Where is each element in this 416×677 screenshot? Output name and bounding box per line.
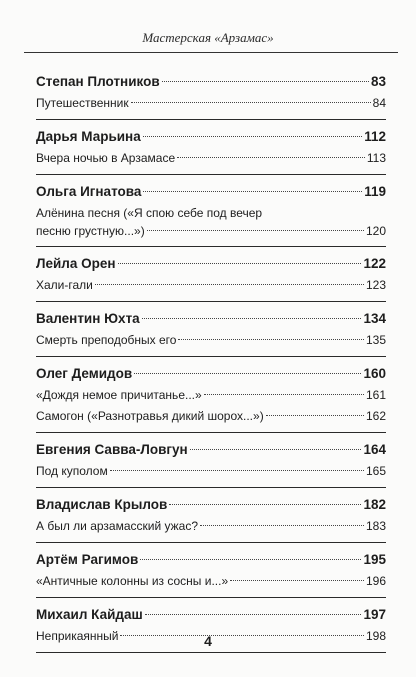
dot-leader: [147, 230, 364, 231]
divider: [36, 652, 386, 653]
work-title: Неприкаянный: [36, 629, 119, 643]
page-ref: 161: [365, 388, 386, 402]
work-title: «Античные колонны из сосны и...»: [36, 574, 229, 588]
work-title: Под куполом: [36, 464, 108, 478]
work-line[interactable]: [36, 148, 386, 169]
divider: [36, 174, 386, 175]
page-ref: 162: [365, 409, 386, 423]
dot-leader: [178, 339, 364, 340]
running-header: Мастерская «Арзамас»: [142, 30, 274, 45]
page-ref: 83: [370, 74, 386, 89]
page-ref: 122: [363, 256, 386, 271]
work-line[interactable]: [36, 461, 386, 482]
page-ref: 123: [365, 278, 386, 292]
work-line[interactable]: [36, 516, 386, 537]
work-line[interactable]: [36, 571, 386, 592]
author-name: Артём Рагимов: [36, 552, 139, 567]
page-ref: 120: [365, 224, 386, 238]
dot-leader: [118, 263, 362, 264]
dot-leader: [266, 415, 364, 416]
page-ref: 198: [365, 629, 386, 643]
divider: [36, 246, 386, 247]
page-ref: 183: [365, 519, 386, 533]
page-ref: 197: [363, 607, 386, 622]
author-line[interactable]: [36, 439, 386, 461]
dot-leader: [162, 81, 369, 82]
author-name: Дарья Марьина: [36, 129, 141, 144]
author-line[interactable]: [36, 71, 386, 93]
divider: [36, 432, 386, 433]
dot-leader: [143, 136, 362, 137]
author-name: Олег Демидов: [36, 366, 133, 381]
work-line[interactable]: [36, 275, 386, 296]
author-line[interactable]: [36, 308, 386, 330]
dot-leader: [200, 525, 364, 526]
author-name: Валентин Юхта: [36, 311, 140, 326]
author-name: Лейла Орен: [36, 256, 116, 271]
author-name: Владислав Крылов: [36, 497, 168, 512]
dot-leader: [140, 559, 361, 560]
toc-entry: [36, 253, 386, 296]
work-line[interactable]: [36, 205, 386, 241]
page-ref: 195: [363, 552, 386, 567]
dot-leader: [131, 102, 371, 103]
author-name: Ольга Игнатова: [36, 184, 142, 199]
table-of-contents: [36, 71, 386, 659]
author-line[interactable]: [36, 604, 386, 626]
page-ref: 112: [364, 129, 386, 144]
dot-leader: [177, 157, 365, 158]
author-line[interactable]: [36, 126, 386, 148]
page-ref: 135: [365, 333, 386, 347]
page-ref: 119: [364, 184, 386, 199]
author-name: Степан Плотников: [36, 74, 160, 89]
dot-leader: [110, 470, 364, 471]
toc-entry: [36, 494, 386, 537]
dot-leader: [134, 373, 361, 374]
work-title: А был ли арзамасский ужас?: [36, 519, 199, 533]
page-ref: 113: [366, 151, 386, 165]
dot-leader: [190, 449, 362, 450]
divider: [36, 356, 386, 357]
dot-leader: [142, 318, 362, 319]
work-title: Вчера ночью в Арзамасе: [36, 151, 176, 165]
work-line[interactable]: [36, 385, 386, 406]
page-ref: 196: [365, 574, 386, 588]
divider: [36, 597, 386, 598]
author-line[interactable]: [36, 181, 386, 203]
dot-leader: [204, 394, 364, 395]
toc-entry: [36, 549, 386, 592]
page-ref: 160: [363, 366, 386, 381]
page-ref: 134: [363, 311, 386, 326]
work-title: песню грустную...»): [36, 224, 145, 238]
page-ref: 182: [363, 497, 386, 512]
toc-entry: [36, 71, 386, 114]
work-title: Путешественник: [36, 96, 129, 110]
author-name: Михаил Кайдаш: [36, 607, 143, 622]
divider: [36, 119, 386, 120]
author-line[interactable]: [36, 253, 386, 275]
author-line[interactable]: [36, 363, 386, 385]
toc-entry: [36, 439, 386, 482]
toc-entry: [36, 363, 386, 427]
work-line[interactable]: [36, 93, 386, 114]
page-ref: 164: [363, 442, 386, 457]
dot-leader: [95, 284, 364, 285]
dot-leader: [145, 614, 362, 615]
divider: [36, 542, 386, 543]
work-title: Самогон («Разнотравья дикий шорох...»): [36, 409, 264, 423]
dot-leader: [230, 580, 364, 581]
divider: [36, 301, 386, 302]
work-title: Смерть преподобных его: [36, 333, 177, 347]
author-line[interactable]: [36, 549, 386, 571]
toc-entry: [36, 126, 386, 169]
dot-leader: [169, 504, 361, 505]
header-rule: [24, 52, 398, 53]
author-line[interactable]: [36, 494, 386, 516]
dot-leader: [143, 191, 362, 192]
work-line[interactable]: [36, 330, 386, 351]
work-line[interactable]: [36, 406, 386, 427]
page-ref: 165: [365, 464, 386, 478]
toc-entry: [36, 181, 386, 241]
page-ref: 84: [372, 96, 386, 110]
toc-entry: [36, 308, 386, 351]
work-title: «Дождя немое причитанье...»: [36, 388, 202, 402]
page-number: 4: [204, 633, 212, 649]
divider: [36, 487, 386, 488]
work-title: Хали-гали: [36, 278, 93, 292]
author-name: Евгения Савва-Ловгун: [36, 442, 188, 457]
work-title-line1: Алёнина песня («Я спою себе под вечер: [36, 206, 263, 220]
